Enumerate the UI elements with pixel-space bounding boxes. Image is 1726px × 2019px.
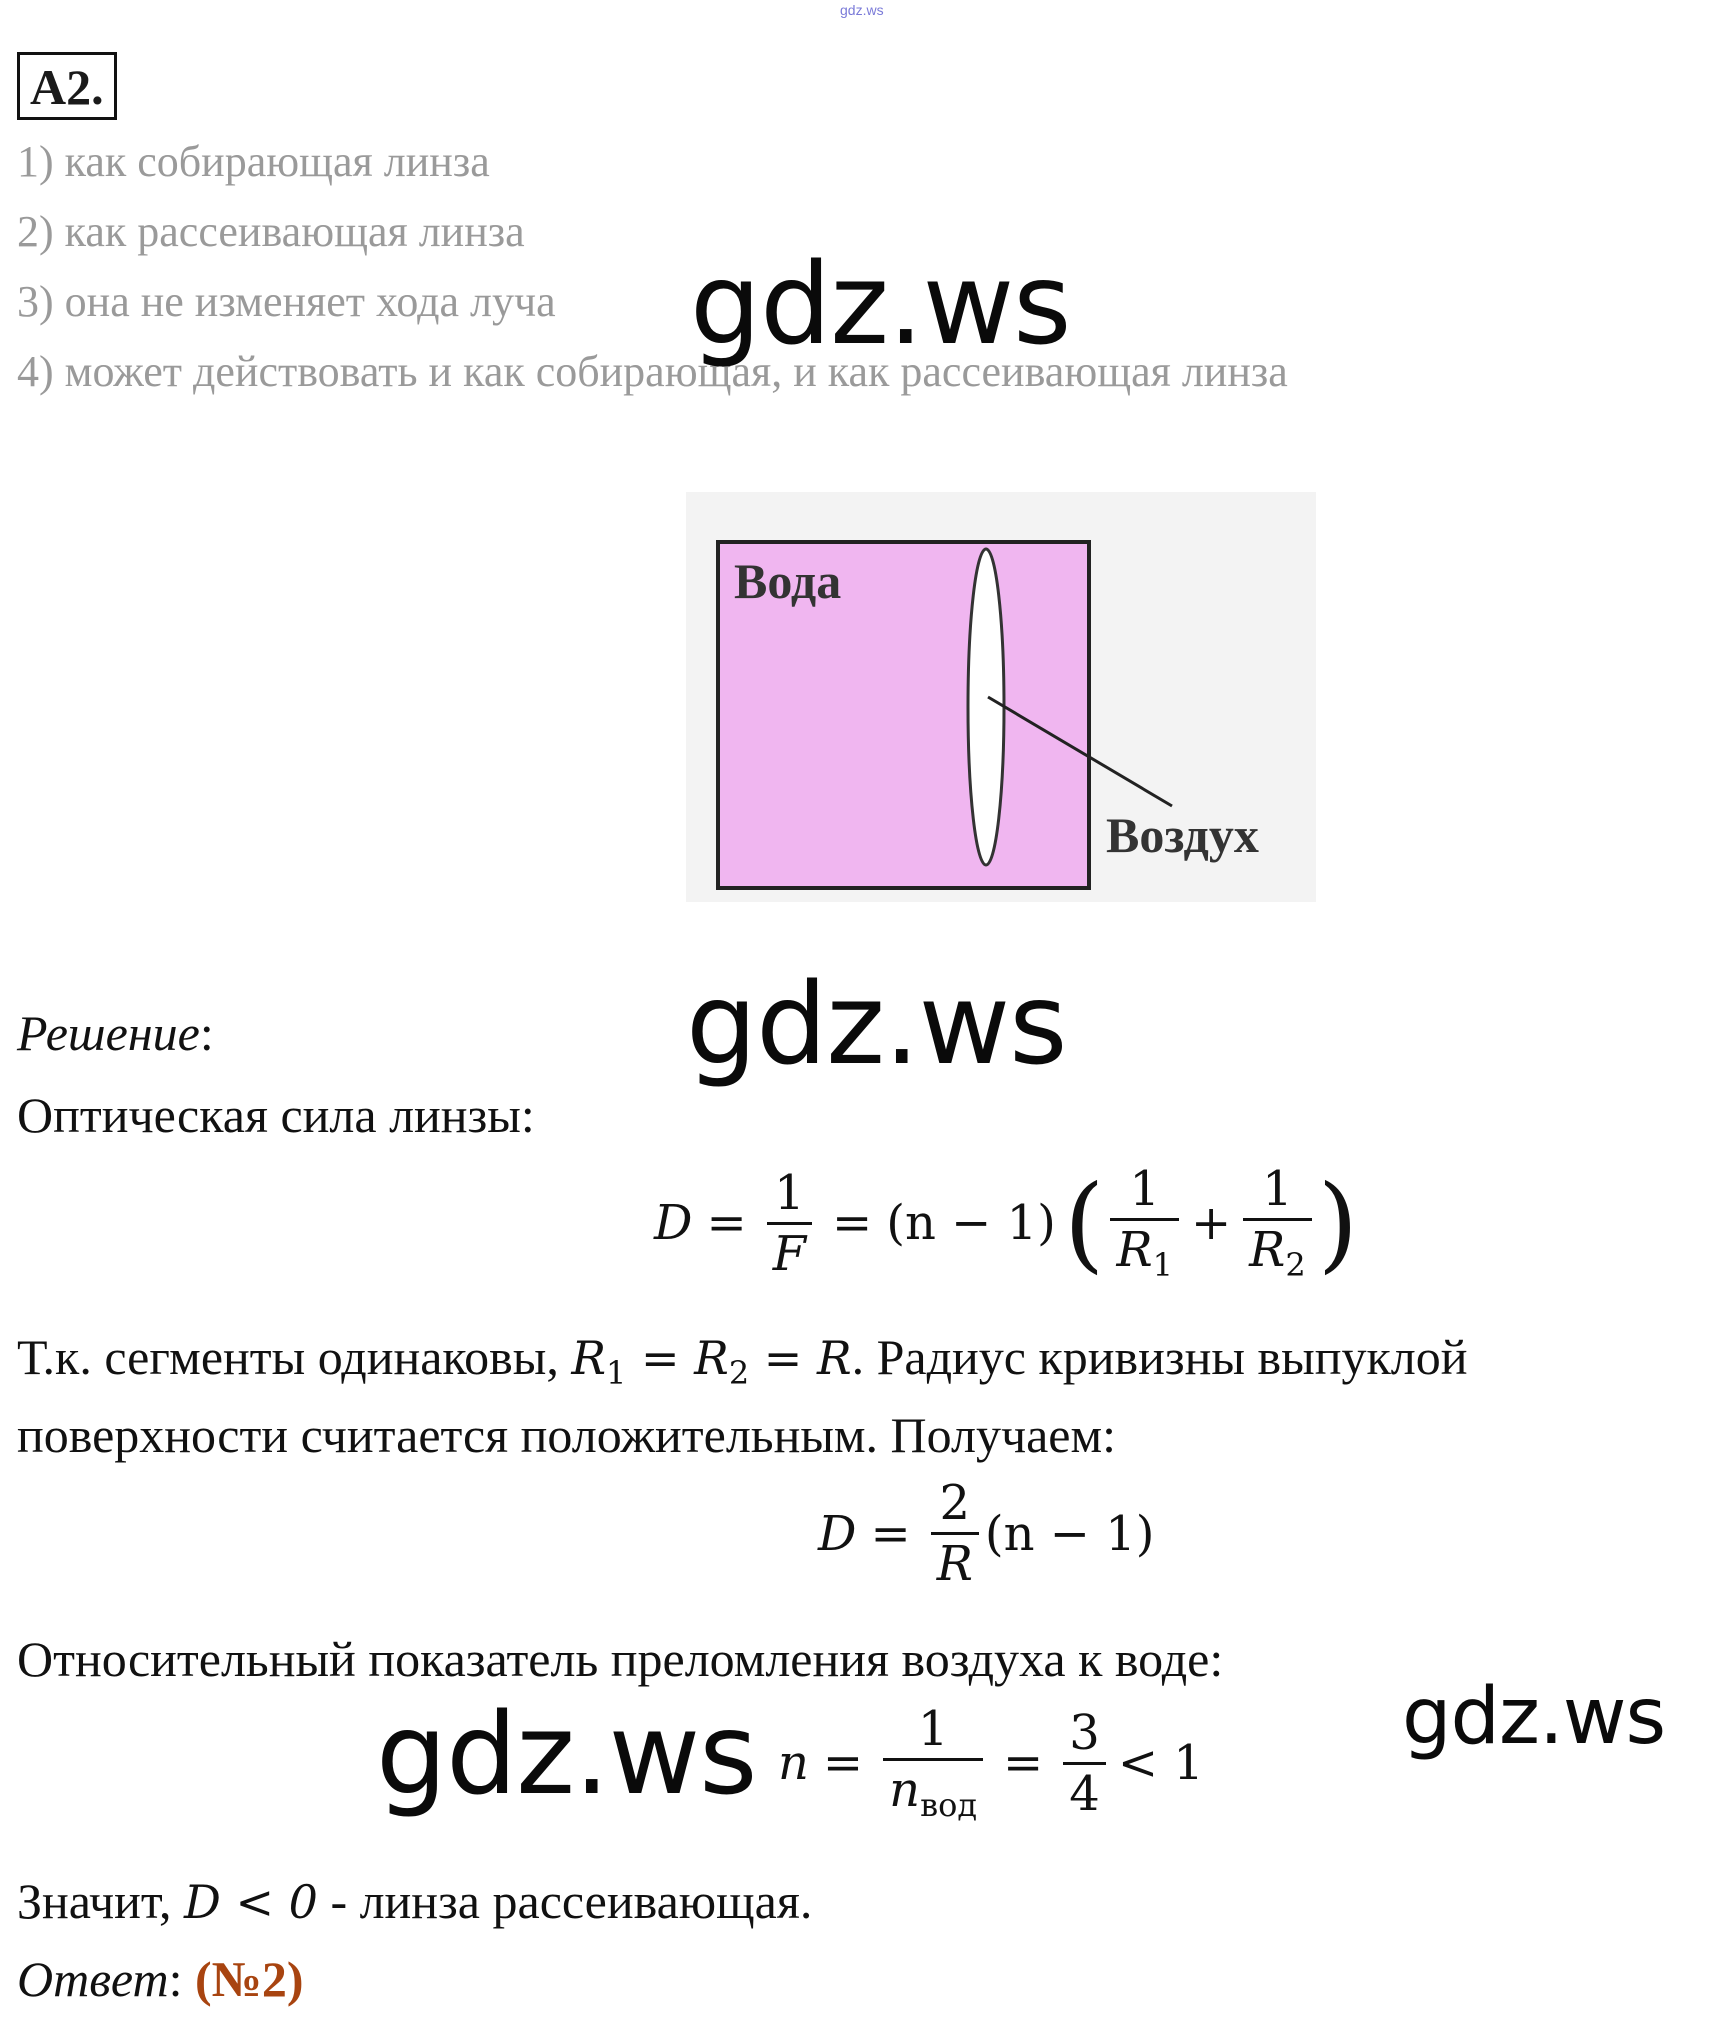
f2-D: D	[818, 1505, 857, 1562]
solution-line-4: Относительный показатель преломления воздуха к воде:	[17, 1631, 1224, 1687]
f2-paren-expr: (n − 1)	[984, 1505, 1155, 1562]
f1-den-F: F	[767, 1222, 812, 1279]
f1-D: D	[654, 1195, 693, 1252]
f1-close-paren: )	[1317, 1162, 1359, 1285]
solution-line-3: поверхности считается положительным. Получаем:	[17, 1407, 1117, 1463]
line2-end: . Радиус кривизны выпуклой	[851, 1329, 1468, 1385]
f3-frac-1	[883, 1701, 983, 1825]
option-4: 4) может действовать и как собирающая, и как рассеивающая линза	[17, 347, 1288, 396]
f3-eq-1: =	[822, 1735, 864, 1792]
site-mark: gdz.ws	[840, 2, 884, 18]
f2-eq: =	[870, 1505, 911, 1562]
f1-R1: R	[1116, 1222, 1153, 1279]
water-label: Вода	[734, 553, 842, 609]
answer-line	[17, 1950, 304, 2008]
f1-frac-1-over-R1	[1110, 1161, 1179, 1285]
solution-heading-text: Решение	[17, 1005, 200, 1061]
f3-lt-1: < 1	[1117, 1735, 1204, 1792]
f1-num: 1	[774, 1164, 805, 1221]
inline-r-equality: $R_1 = R_2 = R$	[571, 1331, 852, 1392]
f3-n: n	[778, 1735, 809, 1792]
f3-den-n: n	[889, 1762, 921, 1819]
option-1: 1) как собирающая линза	[17, 137, 490, 186]
watermark: gdz.ws	[686, 960, 1067, 1090]
f2-den: R	[931, 1532, 979, 1589]
solution-line-5	[17, 1872, 812, 1930]
air-lens	[968, 549, 1004, 865]
f1-R2: R	[1249, 1222, 1286, 1279]
line2-start: Т.к. сегменты одинаковы,	[17, 1329, 572, 1385]
f1-num-r2: 1	[1262, 1161, 1293, 1217]
f3-eq-2: =	[1003, 1735, 1044, 1792]
formula-relative-index	[778, 1701, 1204, 1825]
f3-frac-2	[1063, 1704, 1106, 1822]
f3-num-3: 3	[1069, 1704, 1100, 1761]
task-label: А2.	[17, 52, 117, 120]
formula-lens-power	[818, 1475, 1155, 1593]
f1-eq-2: =	[832, 1195, 873, 1252]
option-3: 3) она не изменяет хода луча	[17, 277, 556, 326]
answer-colon: :	[168, 1951, 195, 2007]
watermark: gdz.ws	[376, 1690, 757, 1820]
line5-end: - линза рассеивающая.	[317, 1873, 813, 1929]
f1-frac-1-over-R2	[1243, 1161, 1312, 1285]
watermark: gdz.ws	[1402, 1672, 1666, 1762]
f1-num-r1: 1	[1129, 1161, 1160, 1217]
f1-frac-1-over-F	[767, 1164, 812, 1282]
watermark: gdz.ws	[690, 240, 1071, 370]
f1-eq-1: =	[706, 1195, 747, 1252]
solution-line-1: Оптическая сила линзы:	[17, 1087, 535, 1143]
f3-num-1: 1	[917, 1701, 949, 1757]
f2-num: 2	[939, 1475, 971, 1531]
f3-den-sub: вод	[920, 1786, 978, 1825]
line5-start: Значит,	[17, 1873, 184, 1929]
f1-R1-sub: 1	[1152, 1246, 1173, 1285]
f3-den-4: 4	[1063, 1762, 1106, 1819]
f2-frac	[931, 1475, 979, 1593]
option-2: 2) как рассеивающая линза	[17, 207, 525, 256]
f1-open-paren: (	[1063, 1162, 1105, 1285]
formula-optical-power	[654, 1161, 1359, 1285]
solution-heading	[17, 1004, 214, 1062]
inline-d-negative: D < 0	[184, 1875, 318, 1929]
pointer-line	[988, 697, 1172, 806]
answer-value: (№2)	[194, 1951, 304, 2007]
solution-heading-colon: :	[199, 1005, 214, 1061]
f1-paren-expr: (n − 1)	[886, 1195, 1056, 1252]
air-label: Воздух	[1106, 807, 1259, 863]
f1-plus: +	[1190, 1195, 1232, 1252]
f1-R2-sub: 2	[1285, 1246, 1306, 1285]
answer-label: Ответ	[17, 1951, 169, 2007]
solution-line-2	[17, 1328, 1467, 1392]
